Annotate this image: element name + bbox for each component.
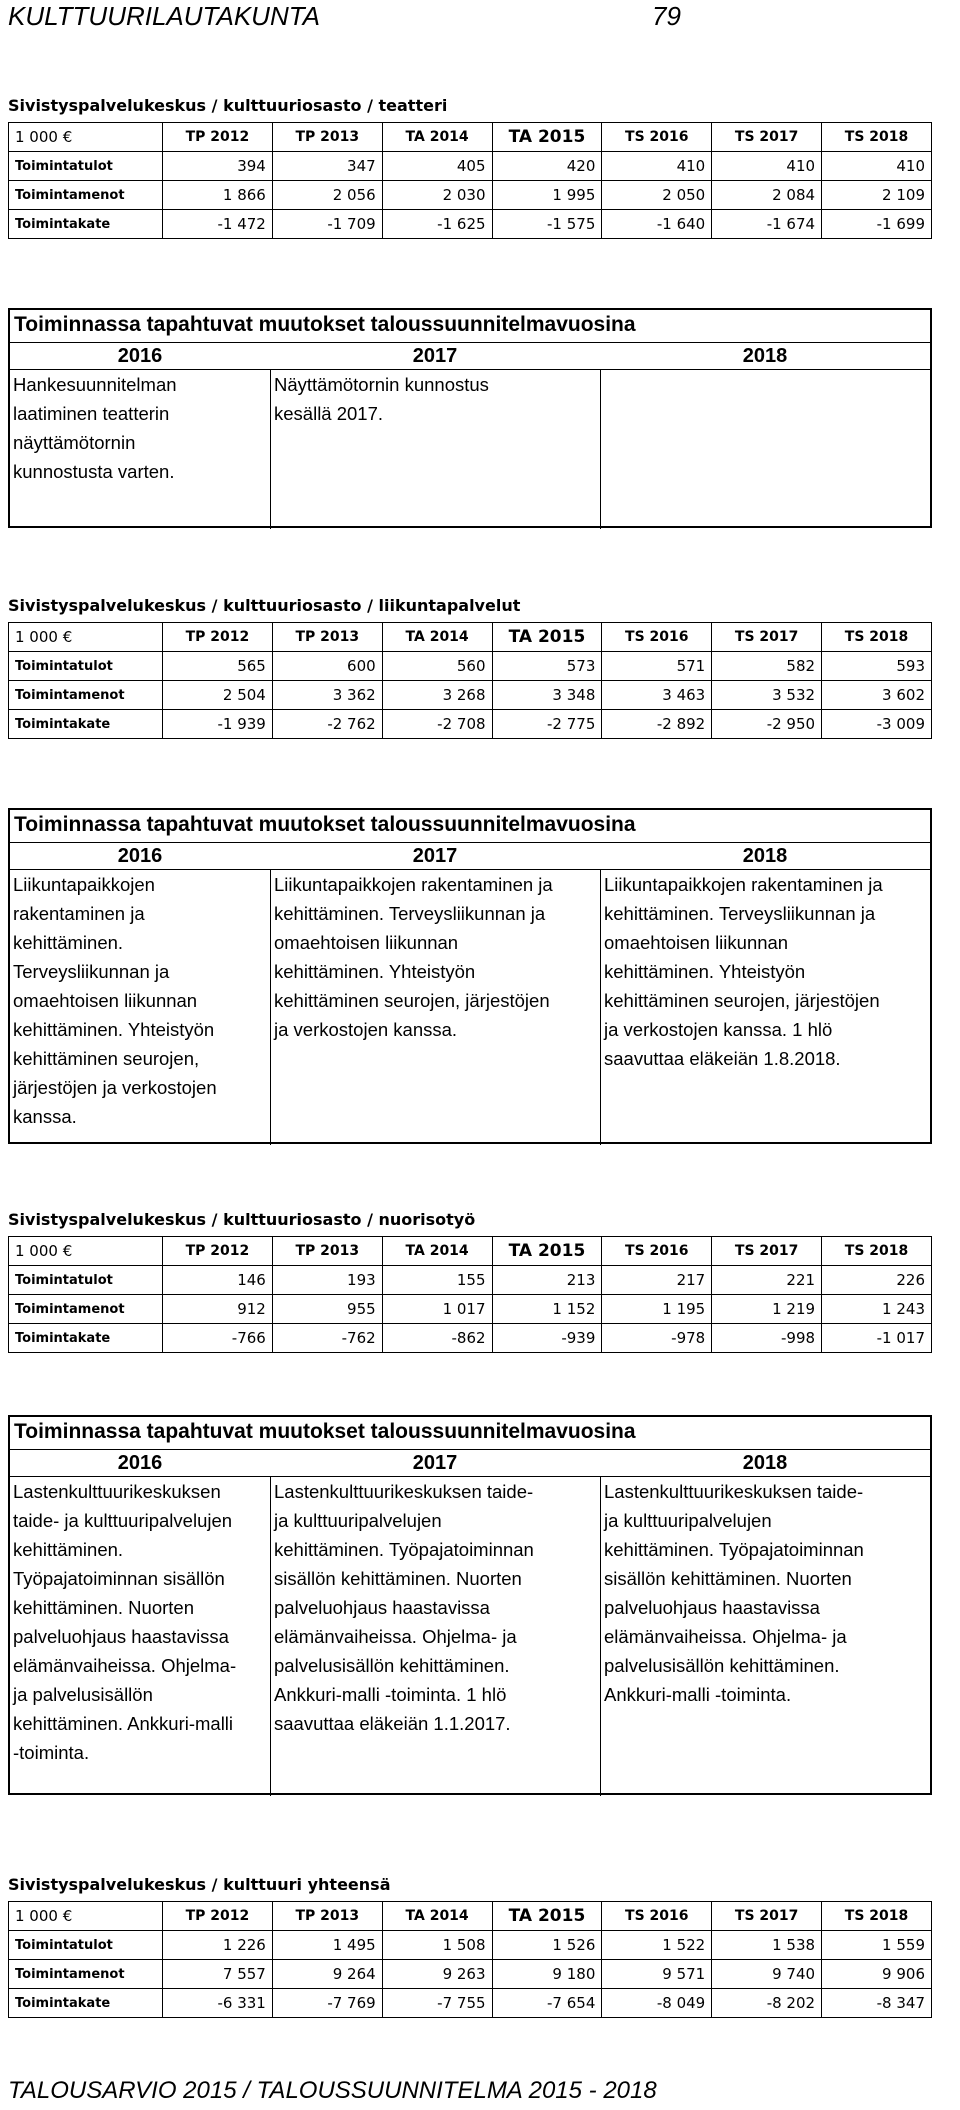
- cell-value: 9 263: [382, 1960, 492, 1989]
- table-row: [9, 681, 932, 710]
- cell-value: 2 056: [272, 181, 382, 210]
- table-row: [9, 652, 932, 681]
- cell-value: -6 331: [163, 1989, 273, 2018]
- row-label: Toimintatulot: [9, 652, 163, 681]
- cell-value: 955: [272, 1295, 382, 1324]
- cell-value: 405: [382, 152, 492, 181]
- cell-value: -2 892: [602, 710, 712, 739]
- table-header-row: [9, 1902, 932, 1931]
- cell-value: 1 526: [492, 1931, 602, 1960]
- changes-text-2016: Hankesuunnitelman laatiminen teatterin näyttämötornin kunnostusta varten.: [13, 374, 177, 482]
- col-header-tp2012: TP 2012: [163, 1902, 273, 1931]
- page-footer: TALOUSARVIO 2015 / TALOUSSUUNNITELMA 2015 - 2018: [8, 2077, 657, 2104]
- changes-title: Toiminnassa tapahtuvat muutokset taloussuunnitelmavuosina: [10, 310, 930, 343]
- cell-value: -766: [163, 1324, 273, 1353]
- cell-value: -939: [492, 1324, 602, 1353]
- cell-value: -2 708: [382, 710, 492, 739]
- cell-value: -1 575: [492, 210, 602, 239]
- cell-value: 1 559: [822, 1931, 932, 1960]
- cell-value: 2 084: [712, 181, 822, 210]
- table-row: [9, 1931, 932, 1960]
- table-row: [9, 1989, 932, 2018]
- cell-value: 2 050: [602, 181, 712, 210]
- cell-value: -1 674: [712, 210, 822, 239]
- table-row: [9, 152, 932, 181]
- row-label: Toimintatulot: [9, 1931, 163, 1960]
- row-label: Toimintamenot: [9, 181, 163, 210]
- cell-value: 221: [712, 1266, 822, 1295]
- changes-text-2018: Lastenkulttuurikeskuksen taide- ja kulttuuripalvelujen kehittäminen. Työpajatoiminnan sisällön kehittäminen. Nuorten palveluohjaus haastavissa elämänvaiheissa. Ohjelma- ja palvelusisällön kehittäminen. Ankkuri-malli -toiminta.: [600, 1477, 930, 1796]
- changes-years-row: [10, 843, 930, 870]
- cell-value: 9 906: [822, 1960, 932, 1989]
- row-label: Toimintamenot: [9, 681, 163, 710]
- col-header-ts2017: TS 2017: [712, 1237, 822, 1266]
- finance-section-nuorisotyo: [8, 1210, 932, 1353]
- year-2016: 2016: [117, 345, 163, 367]
- section-title: Sivistyspalvelukeskus / kulttuuriosasto / nuorisotyö: [8, 1210, 476, 1229]
- changes-text-2016: Lastenkulttuurikeskuksen taide- ja kulttuuripalvelujen kehittäminen. Työpajatoiminnan sisällön kehittäminen. Nuorten palveluohjaus haastavissa elämänvaiheissa. Ohjelma- ja palvelusisällön kehittäminen. Ankkuri-malli -toiminta.: [13, 1481, 237, 1763]
- cell-value: 420: [492, 152, 602, 181]
- col-header-tp2012: TP 2012: [163, 623, 273, 652]
- col-header-ts2018: TS 2018: [822, 1237, 932, 1266]
- cell-value: 1 508: [382, 1931, 492, 1960]
- col-header-tp2013: TP 2013: [272, 1902, 382, 1931]
- col-header-ta2014: TA 2014: [382, 623, 492, 652]
- cell-value: 1 538: [712, 1931, 822, 1960]
- col-header-ts2016: TS 2016: [602, 623, 712, 652]
- row-label: Toimintakate: [9, 1989, 163, 2018]
- cell-value: 394: [163, 152, 273, 181]
- cell-value: 410: [602, 152, 712, 181]
- col-header-unit: 1 000 €: [9, 1902, 163, 1931]
- table-header-row: [9, 1237, 932, 1266]
- row-label: Toimintamenot: [9, 1295, 163, 1324]
- col-header-unit: 1 000 €: [9, 123, 163, 152]
- finance-table: [8, 1901, 932, 2018]
- cell-value: -3 009: [822, 710, 932, 739]
- changes-columns: [10, 370, 930, 529]
- finance-table: [8, 622, 932, 739]
- changes-years-row: [10, 343, 930, 370]
- col-header-ts2017: TS 2017: [712, 123, 822, 152]
- cell-value: 1 017: [382, 1295, 492, 1324]
- cell-value: 593: [822, 652, 932, 681]
- table-row: [9, 181, 932, 210]
- changes-box-teatteri: [8, 308, 932, 528]
- cell-value: 9 571: [602, 1960, 712, 1989]
- cell-value: 217: [602, 1266, 712, 1295]
- cell-value: -2 762: [272, 710, 382, 739]
- cell-value: -1 699: [822, 210, 932, 239]
- year-2016: 2016: [117, 1452, 163, 1474]
- cell-value: 347: [272, 152, 382, 181]
- cell-value: 912: [163, 1295, 273, 1324]
- cell-value: 3 602: [822, 681, 932, 710]
- cell-value: -2 775: [492, 710, 602, 739]
- cell-value: 565: [163, 652, 273, 681]
- cell-value: 1 243: [822, 1295, 932, 1324]
- changes-title: Toiminnassa tapahtuvat muutokset taloussuunnitelmavuosina: [10, 810, 930, 843]
- cell-value: -762: [272, 1324, 382, 1353]
- changes-text-2018: [600, 370, 930, 529]
- cell-value: 1 195: [602, 1295, 712, 1324]
- changes-text-2017: Liikuntapaikkojen rakentaminen ja kehittäminen. Terveysliikunnan ja omaehtoisen liikunnan kehittäminen. Yhteistyön kehittäminen seurojen, järjestöjen ja verkostojen kanssa.: [270, 870, 600, 1145]
- row-label: Toimintatulot: [9, 1266, 163, 1295]
- cell-value: 1 226: [163, 1931, 273, 1960]
- year-2018: 2018: [742, 845, 788, 867]
- cell-value: 193: [272, 1266, 382, 1295]
- finance-section-liikuntapalvelut: [8, 596, 932, 739]
- year-2018: 2018: [742, 1452, 788, 1474]
- col-header-tp2013: TP 2013: [272, 623, 382, 652]
- section-title: Sivistyspalvelukeskus / kulttuuriosasto / liikuntapalvelut: [8, 596, 521, 615]
- cell-value: -2 950: [712, 710, 822, 739]
- cell-value: 7 557: [163, 1960, 273, 1989]
- finance-section-yhteensa: [8, 1875, 932, 2018]
- col-header-ta2015: TA 2015: [492, 623, 602, 652]
- cell-value: 1 152: [492, 1295, 602, 1324]
- changes-text-2017: Näyttämötornin kunnostus kesällä 2017.: [270, 370, 600, 529]
- changes-box-nuorisotyo: [8, 1415, 932, 1795]
- cell-value: 560: [382, 652, 492, 681]
- year-2018: 2018: [742, 345, 788, 367]
- col-header-tp2013: TP 2013: [272, 123, 382, 152]
- finance-section-teatteri: [8, 96, 932, 239]
- table-row: [9, 1266, 932, 1295]
- cell-value: 3 268: [382, 681, 492, 710]
- cell-value: 2 109: [822, 181, 932, 210]
- col-header-ta2015: TA 2015: [492, 123, 602, 152]
- cell-value: -1 640: [602, 210, 712, 239]
- cell-value: 582: [712, 652, 822, 681]
- table-row: [9, 1960, 932, 1989]
- section-title: Sivistyspalvelukeskus / kulttuuriosasto / teatteri: [8, 96, 448, 115]
- col-header-ta2014: TA 2014: [382, 1902, 492, 1931]
- cell-value: 9 180: [492, 1960, 602, 1989]
- year-2017: 2017: [412, 1452, 458, 1474]
- col-header-unit: 1 000 €: [9, 623, 163, 652]
- cell-value: -978: [602, 1324, 712, 1353]
- cell-value: -8 049: [602, 1989, 712, 2018]
- cell-value: 146: [163, 1266, 273, 1295]
- cell-value: -998: [712, 1324, 822, 1353]
- changes-columns: [10, 870, 930, 1145]
- col-header-ts2018: TS 2018: [822, 1902, 932, 1931]
- col-header-ts2017: TS 2017: [712, 623, 822, 652]
- cell-value: -7 654: [492, 1989, 602, 2018]
- col-header-ts2018: TS 2018: [822, 623, 932, 652]
- cell-value: -1 625: [382, 210, 492, 239]
- changes-text-2018: Liikuntapaikkojen rakentaminen ja kehittäminen. Terveysliikunnan ja omaehtoisen liikunnan kehittäminen. Yhteistyön kehittäminen seurojen, järjestöjen ja verkostojen kanssa. 1 hlö saavuttaa eläkeiän 1.8.2018.: [600, 870, 930, 1145]
- col-header-unit: 1 000 €: [9, 1237, 163, 1266]
- page-header-title: KULTTUURILAUTAKUNTA: [8, 1, 321, 31]
- finance-table: [8, 122, 932, 239]
- year-2017: 2017: [412, 345, 458, 367]
- table-row: [9, 210, 932, 239]
- cell-value: 9 264: [272, 1960, 382, 1989]
- page-number: 79: [652, 1, 681, 31]
- cell-value: -1 939: [163, 710, 273, 739]
- cell-value: 155: [382, 1266, 492, 1295]
- page-header: [0, 0, 960, 32]
- col-header-ts2016: TS 2016: [602, 123, 712, 152]
- cell-value: 1 522: [602, 1931, 712, 1960]
- table-header-row: [9, 123, 932, 152]
- cell-value: 410: [712, 152, 822, 181]
- cell-value: 1 495: [272, 1931, 382, 1960]
- cell-value: -7 769: [272, 1989, 382, 2018]
- col-header-tp2012: TP 2012: [163, 1237, 273, 1266]
- col-header-tp2012: TP 2012: [163, 123, 273, 152]
- cell-value: 226: [822, 1266, 932, 1295]
- cell-value: 1 219: [712, 1295, 822, 1324]
- cell-value: 9 740: [712, 1960, 822, 1989]
- cell-value: -8 347: [822, 1989, 932, 2018]
- cell-value: -7 755: [382, 1989, 492, 2018]
- col-header-ta2015: TA 2015: [492, 1237, 602, 1266]
- cell-value: 600: [272, 652, 382, 681]
- cell-value: 2 030: [382, 181, 492, 210]
- cell-value: 213: [492, 1266, 602, 1295]
- changes-box-liikuntapalvelut: [8, 808, 932, 1144]
- cell-value: -862: [382, 1324, 492, 1353]
- finance-table: [8, 1236, 932, 1353]
- changes-text-2017: Lastenkulttuurikeskuksen taide- ja kulttuuripalvelujen kehittäminen. Työpajatoiminnan sisällön kehittäminen. Nuorten palveluohjaus haastavissa elämänvaiheissa. Ohjelma- ja palvelusisällön kehittäminen. Ankkuri-malli -toiminta. 1 hlö saavuttaa eläkeiän 1.1.2017.: [270, 1477, 600, 1796]
- row-label: Toimintakate: [9, 710, 163, 739]
- changes-title: Toiminnassa tapahtuvat muutokset taloussuunnitelmavuosina: [10, 1417, 930, 1450]
- table-header-row: [9, 623, 932, 652]
- row-label: Toimintakate: [9, 1324, 163, 1353]
- col-header-tp2013: TP 2013: [272, 1237, 382, 1266]
- cell-value: 1 866: [163, 181, 273, 210]
- cell-value: 571: [602, 652, 712, 681]
- col-header-ta2015: TA 2015: [492, 1902, 602, 1931]
- cell-value: -1 472: [163, 210, 273, 239]
- section-title: Sivistyspalvelukeskus / kulttuuri yhteensä: [8, 1875, 391, 1894]
- cell-value: 3 348: [492, 681, 602, 710]
- cell-value: 1 995: [492, 181, 602, 210]
- changes-years-row: [10, 1450, 930, 1477]
- cell-value: 3 532: [712, 681, 822, 710]
- col-header-ts2016: TS 2016: [602, 1902, 712, 1931]
- row-label: Toimintatulot: [9, 152, 163, 181]
- cell-value: 2 504: [163, 681, 273, 710]
- col-header-ts2018: TS 2018: [822, 123, 932, 152]
- table-row: [9, 1295, 932, 1324]
- row-label: Toimintamenot: [9, 1960, 163, 1989]
- col-header-ta2014: TA 2014: [382, 123, 492, 152]
- cell-value: -1 017: [822, 1324, 932, 1353]
- cell-value: 410: [822, 152, 932, 181]
- col-header-ta2014: TA 2014: [382, 1237, 492, 1266]
- cell-value: -8 202: [712, 1989, 822, 2018]
- col-header-ts2016: TS 2016: [602, 1237, 712, 1266]
- changes-columns: [10, 1477, 930, 1796]
- col-header-ts2017: TS 2017: [712, 1902, 822, 1931]
- year-2016: 2016: [117, 845, 163, 867]
- cell-value: 573: [492, 652, 602, 681]
- table-row: [9, 1324, 932, 1353]
- changes-text-2016: Liikuntapaikkojen rakentaminen ja kehittäminen. Terveysliikunnan ja omaehtoisen liikunnan kehittäminen. Yhteistyön kehittäminen seurojen, järjestöjen ja verkostojen kanssa.: [13, 874, 217, 1127]
- table-row: [9, 710, 932, 739]
- row-label: Toimintakate: [9, 210, 163, 239]
- cell-value: 3 362: [272, 681, 382, 710]
- cell-value: 3 463: [602, 681, 712, 710]
- year-2017: 2017: [412, 845, 458, 867]
- cell-value: -1 709: [272, 210, 382, 239]
